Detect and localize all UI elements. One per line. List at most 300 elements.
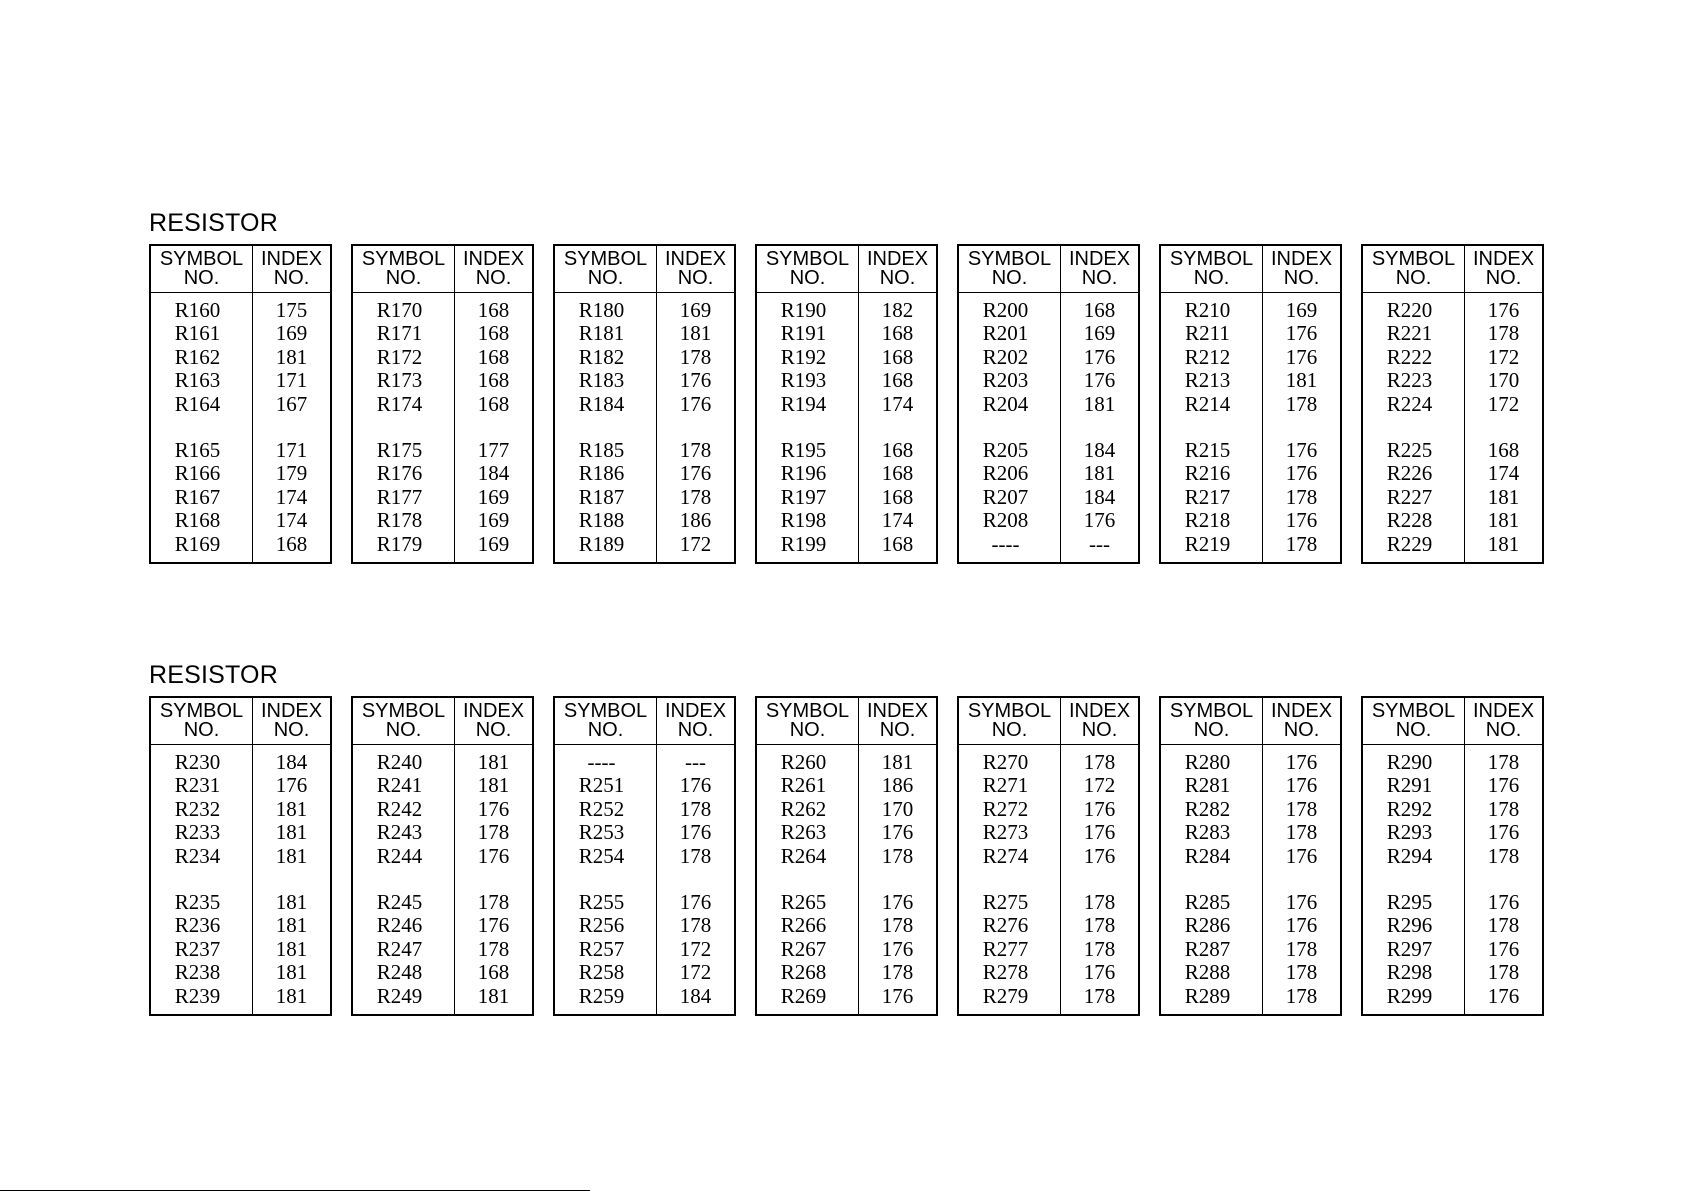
header-symbol-no-line: SYMBOL xyxy=(361,248,446,270)
header-index-no xyxy=(455,246,532,292)
symbol-cell: R174 xyxy=(376,391,423,416)
symbol-cell: R252 xyxy=(578,796,625,821)
index-cell: 178 xyxy=(477,820,510,845)
header-symbol-no xyxy=(1161,246,1263,292)
header-index-no-line: INDEX xyxy=(1270,248,1333,270)
symbol-cell: R229 xyxy=(1386,531,1433,556)
symbol-cell: ---- xyxy=(587,750,616,774)
header-index-no-line: NO. xyxy=(677,267,714,289)
index-cell: 176 xyxy=(1083,368,1116,393)
index-cell: 184 xyxy=(477,461,510,486)
symbol-cell: R237 xyxy=(174,936,221,961)
index-cell: 176 xyxy=(1285,461,1318,486)
index-cell: 168 xyxy=(477,298,510,322)
index-cell: 181 xyxy=(1285,368,1318,393)
index-cell: 184 xyxy=(1083,437,1116,462)
symbol-cell: R232 xyxy=(174,796,221,821)
parts-table xyxy=(1159,244,1342,564)
header-index-no xyxy=(253,698,330,744)
header-symbol-no-line: NO. xyxy=(183,719,220,741)
header-symbol-no-line: NO. xyxy=(789,267,826,289)
header-symbol-no-line: SYMBOL xyxy=(361,700,446,722)
index-cell: 178 xyxy=(1285,936,1318,961)
index-cell: 176 xyxy=(1487,889,1520,914)
symbol-cell: R196 xyxy=(780,461,827,486)
symbol-cell: R261 xyxy=(780,773,827,798)
index-cell: 176 xyxy=(1487,983,1520,1008)
symbol-column xyxy=(959,293,1061,562)
parts-table xyxy=(351,696,534,1016)
index-cell: 178 xyxy=(1285,983,1318,1008)
symbol-cell: R222 xyxy=(1386,344,1433,369)
symbol-cell: R287 xyxy=(1184,936,1231,961)
symbol-cell: R181 xyxy=(578,321,625,346)
index-cell: 178 xyxy=(1285,960,1318,985)
index-cell: 171 xyxy=(275,437,308,462)
symbol-cell: R189 xyxy=(578,531,625,556)
index-cell: 178 xyxy=(679,484,712,509)
symbol-cell: R268 xyxy=(780,960,827,985)
index-cell: 178 xyxy=(477,936,510,961)
symbol-cell: R291 xyxy=(1386,773,1433,798)
table-body xyxy=(353,745,532,1014)
index-column xyxy=(657,745,734,1014)
index-cell: 181 xyxy=(275,983,308,1008)
index-cell: 178 xyxy=(1083,983,1116,1008)
header-symbol-no-line: SYMBOL xyxy=(765,700,850,722)
index-cell: 181 xyxy=(275,889,308,914)
symbol-cell: R226 xyxy=(1386,461,1433,486)
index-column xyxy=(1061,745,1138,1014)
symbol-cell: R244 xyxy=(376,843,423,868)
header-index-no-line: NO. xyxy=(1283,267,1320,289)
table-header xyxy=(959,246,1138,293)
header-index-no xyxy=(657,246,734,292)
symbol-cell: R171 xyxy=(376,321,423,346)
index-cell: 178 xyxy=(1487,913,1520,938)
table-body xyxy=(757,745,936,1014)
index-cell: 178 xyxy=(881,913,914,938)
symbol-cell: R180 xyxy=(578,298,625,322)
symbol-cell: R299 xyxy=(1386,983,1433,1008)
index-cell: 178 xyxy=(1487,960,1520,985)
symbol-cell: R167 xyxy=(174,484,221,509)
parts-table xyxy=(1361,696,1544,1016)
symbol-cell: R204 xyxy=(982,391,1029,416)
symbol-cell: R281 xyxy=(1184,773,1231,798)
header-index-no-line: INDEX xyxy=(462,700,525,722)
parts-table xyxy=(755,696,938,1016)
index-cell: 178 xyxy=(1083,913,1116,938)
index-cell: 181 xyxy=(477,750,510,774)
index-cell: 178 xyxy=(679,843,712,868)
header-index-no-line: INDEX xyxy=(1270,700,1333,722)
header-symbol-no-line: SYMBOL xyxy=(563,248,648,270)
symbol-cell: R166 xyxy=(174,461,221,486)
index-cell: 178 xyxy=(881,843,914,868)
parts-table xyxy=(1159,696,1342,1016)
symbol-cell: R293 xyxy=(1386,820,1433,845)
table-body xyxy=(959,745,1138,1014)
symbol-cell: R241 xyxy=(376,773,423,798)
index-cell: 182 xyxy=(881,298,914,322)
table-body xyxy=(959,293,1138,562)
section-title: RESISTOR xyxy=(149,661,278,689)
symbol-cell: R198 xyxy=(780,508,827,533)
header-symbol-no-line: SYMBOL xyxy=(1371,700,1456,722)
symbol-cell: R193 xyxy=(780,368,827,393)
index-cell: 181 xyxy=(1083,461,1116,486)
index-column xyxy=(1465,745,1542,1014)
symbol-cell: R225 xyxy=(1386,437,1433,462)
index-cell: 174 xyxy=(275,484,308,509)
symbol-cell: R199 xyxy=(780,531,827,556)
symbol-cell: R183 xyxy=(578,368,625,393)
symbol-cell: R276 xyxy=(982,913,1029,938)
header-symbol-no-line: NO. xyxy=(183,267,220,289)
symbol-cell: R289 xyxy=(1184,983,1231,1008)
index-cell: 178 xyxy=(881,960,914,985)
index-cell: 184 xyxy=(1083,484,1116,509)
symbol-cell: R200 xyxy=(982,298,1029,322)
symbol-cell: R277 xyxy=(982,936,1029,961)
header-index-no-line: INDEX xyxy=(866,700,929,722)
symbol-cell: R265 xyxy=(780,889,827,914)
symbol-cell: R215 xyxy=(1184,437,1231,462)
index-cell: 172 xyxy=(1487,391,1520,416)
symbol-cell: R176 xyxy=(376,461,423,486)
symbol-column xyxy=(555,293,657,562)
index-cell: 184 xyxy=(679,983,712,1008)
table-header xyxy=(353,698,532,745)
table-header xyxy=(353,246,532,293)
header-index-no xyxy=(1263,246,1340,292)
table-body xyxy=(1161,293,1340,562)
table-body xyxy=(1363,745,1542,1014)
parts-table xyxy=(149,696,332,1016)
symbol-cell: ---- xyxy=(991,531,1020,556)
header-index-no-line: NO. xyxy=(273,267,310,289)
symbol-cell: R221 xyxy=(1386,321,1433,346)
index-cell: 176 xyxy=(679,461,712,486)
header-index-no-line: NO. xyxy=(879,719,916,741)
table-header xyxy=(1161,698,1340,745)
index-cell: 178 xyxy=(1285,820,1318,845)
symbol-cell: R234 xyxy=(174,843,221,868)
symbol-cell: R259 xyxy=(578,983,625,1008)
symbol-cell: R192 xyxy=(780,344,827,369)
symbol-cell: R233 xyxy=(174,820,221,845)
symbol-cell: R258 xyxy=(578,960,625,985)
index-cell: 181 xyxy=(275,960,308,985)
header-symbol-no xyxy=(959,698,1061,744)
index-cell: 176 xyxy=(881,936,914,961)
index-cell: 178 xyxy=(1285,531,1318,556)
index-cell: 176 xyxy=(1285,508,1318,533)
index-cell: 178 xyxy=(1487,321,1520,346)
symbol-cell: R165 xyxy=(174,437,221,462)
symbol-cell: R163 xyxy=(174,368,221,393)
index-column xyxy=(859,745,936,1014)
index-cell: 176 xyxy=(1083,796,1116,821)
index-cell: 176 xyxy=(679,889,712,914)
index-cell: 174 xyxy=(1487,461,1520,486)
symbol-cell: R273 xyxy=(982,820,1029,845)
index-cell: 176 xyxy=(1285,913,1318,938)
header-index-no xyxy=(859,246,936,292)
header-index-no-line: INDEX xyxy=(1068,700,1131,722)
index-cell: 176 xyxy=(1083,960,1116,985)
header-index-no xyxy=(1465,698,1542,744)
symbol-column xyxy=(757,293,859,562)
symbol-cell: R212 xyxy=(1184,344,1231,369)
header-index-no-line: NO. xyxy=(879,267,916,289)
symbol-cell: R263 xyxy=(780,820,827,845)
symbol-cell: R188 xyxy=(578,508,625,533)
index-cell: 176 xyxy=(1285,750,1318,774)
symbol-cell: R279 xyxy=(982,983,1029,1008)
table-body xyxy=(151,293,330,562)
header-index-no-line: INDEX xyxy=(866,248,929,270)
index-cell: 176 xyxy=(1285,344,1318,369)
symbol-cell: R219 xyxy=(1184,531,1231,556)
section-title: RESISTOR xyxy=(149,209,278,237)
table-header xyxy=(757,698,936,745)
index-cell: 176 xyxy=(679,368,712,393)
index-cell: 169 xyxy=(477,531,510,556)
index-cell: 178 xyxy=(679,437,712,462)
symbol-cell: R195 xyxy=(780,437,827,462)
symbol-cell: R220 xyxy=(1386,298,1433,322)
symbol-cell: R272 xyxy=(982,796,1029,821)
symbol-cell: R191 xyxy=(780,321,827,346)
index-cell: 176 xyxy=(1285,889,1318,914)
index-cell: 168 xyxy=(275,531,308,556)
symbol-cell: R160 xyxy=(174,298,221,322)
header-symbol-no-line: SYMBOL xyxy=(159,248,244,270)
header-index-no-line: NO. xyxy=(1485,719,1522,741)
symbol-cell: R224 xyxy=(1386,391,1433,416)
symbol-cell: R283 xyxy=(1184,820,1231,845)
symbol-cell: R179 xyxy=(376,531,423,556)
header-symbol-no-line: SYMBOL xyxy=(1169,700,1254,722)
header-symbol-no-line: NO. xyxy=(789,719,826,741)
symbol-cell: R228 xyxy=(1386,508,1433,533)
index-cell: 169 xyxy=(1083,321,1116,346)
index-cell: 176 xyxy=(881,889,914,914)
index-cell: 176 xyxy=(1285,321,1318,346)
index-column xyxy=(253,745,330,1014)
index-cell: 176 xyxy=(1487,773,1520,798)
symbol-cell: R270 xyxy=(982,750,1029,774)
symbol-cell: R235 xyxy=(174,889,221,914)
table-body xyxy=(151,745,330,1014)
table-body xyxy=(1161,745,1340,1014)
symbol-column xyxy=(1161,745,1263,1014)
symbol-cell: R206 xyxy=(982,461,1029,486)
index-column xyxy=(657,293,734,562)
header-symbol-no-line: NO. xyxy=(587,719,624,741)
index-cell: 178 xyxy=(1285,796,1318,821)
header-symbol-no-line: NO. xyxy=(1193,267,1230,289)
symbol-cell: R186 xyxy=(578,461,625,486)
index-cell: 176 xyxy=(477,796,510,821)
index-cell: 176 xyxy=(1083,820,1116,845)
header-symbol-no-line: SYMBOL xyxy=(159,700,244,722)
header-index-no-line: NO. xyxy=(1485,267,1522,289)
index-cell: --- xyxy=(1089,531,1110,556)
index-cell: 176 xyxy=(1487,820,1520,845)
symbol-cell: R236 xyxy=(174,913,221,938)
index-cell: 186 xyxy=(881,773,914,798)
header-symbol-no xyxy=(353,698,455,744)
header-symbol-no-line: NO. xyxy=(991,267,1028,289)
index-cell: 178 xyxy=(1487,843,1520,868)
index-cell: 181 xyxy=(477,983,510,1008)
symbol-cell: R187 xyxy=(578,484,625,509)
index-cell: 181 xyxy=(1083,391,1116,416)
symbol-cell: R211 xyxy=(1185,321,1230,346)
header-index-no-line: NO. xyxy=(273,719,310,741)
header-symbol-no xyxy=(353,246,455,292)
index-cell: 172 xyxy=(679,936,712,961)
index-column xyxy=(455,745,532,1014)
symbol-cell: R177 xyxy=(376,484,423,509)
header-index-no-line: INDEX xyxy=(1472,248,1535,270)
header-symbol-no-line: NO. xyxy=(991,719,1028,741)
index-cell: 178 xyxy=(679,796,712,821)
header-index-no xyxy=(1263,698,1340,744)
symbol-cell: R227 xyxy=(1386,484,1433,509)
index-cell: 171 xyxy=(275,368,308,393)
symbol-cell: R208 xyxy=(982,508,1029,533)
table-body xyxy=(757,293,936,562)
table-header xyxy=(1363,698,1542,745)
index-cell: 178 xyxy=(1083,889,1116,914)
tables-row xyxy=(149,244,1544,564)
parts-table xyxy=(1361,244,1544,564)
symbol-cell: R269 xyxy=(780,983,827,1008)
table-header xyxy=(959,698,1138,745)
index-cell: 178 xyxy=(1285,391,1318,416)
symbol-cell: R185 xyxy=(578,437,625,462)
header-symbol-no-line: SYMBOL xyxy=(967,248,1052,270)
header-symbol-no-line: SYMBOL xyxy=(765,248,850,270)
header-index-no-line: NO. xyxy=(1081,719,1118,741)
symbol-cell: R223 xyxy=(1386,368,1433,393)
index-cell: 181 xyxy=(477,773,510,798)
symbol-cell: R238 xyxy=(174,960,221,985)
header-symbol-no-line: NO. xyxy=(1193,719,1230,741)
index-cell: 174 xyxy=(275,508,308,533)
symbol-cell: R247 xyxy=(376,936,423,961)
symbol-cell: R260 xyxy=(780,750,827,774)
index-cell: 168 xyxy=(881,344,914,369)
index-cell: 186 xyxy=(679,508,712,533)
index-cell: 172 xyxy=(1083,773,1116,798)
symbol-column xyxy=(151,745,253,1014)
header-index-no-line: INDEX xyxy=(260,248,323,270)
symbol-column xyxy=(353,745,455,1014)
symbol-cell: R297 xyxy=(1386,936,1433,961)
index-cell: 178 xyxy=(1083,750,1116,774)
index-cell: 176 xyxy=(881,983,914,1008)
symbol-cell: R202 xyxy=(982,344,1029,369)
symbol-cell: R239 xyxy=(174,983,221,1008)
index-cell: 176 xyxy=(679,391,712,416)
symbol-cell: R257 xyxy=(578,936,625,961)
symbol-cell: R274 xyxy=(982,843,1029,868)
index-cell: 174 xyxy=(881,391,914,416)
header-symbol-no xyxy=(555,246,657,292)
symbol-cell: R255 xyxy=(578,889,625,914)
index-cell: 169 xyxy=(1285,298,1318,322)
index-cell: 169 xyxy=(477,484,510,509)
index-cell: 168 xyxy=(881,531,914,556)
symbol-cell: R254 xyxy=(578,843,625,868)
symbol-cell: R275 xyxy=(982,889,1029,914)
symbol-cell: R175 xyxy=(376,437,423,462)
symbol-cell: R245 xyxy=(376,889,423,914)
header-index-no-line: NO. xyxy=(1081,267,1118,289)
index-cell: 176 xyxy=(1487,298,1520,322)
symbol-cell: R280 xyxy=(1184,750,1231,774)
index-cell: 170 xyxy=(881,796,914,821)
symbol-cell: R246 xyxy=(376,913,423,938)
symbol-cell: R256 xyxy=(578,913,625,938)
symbol-cell: R271 xyxy=(982,773,1029,798)
index-cell: 169 xyxy=(679,298,712,322)
index-cell: 178 xyxy=(679,344,712,369)
index-cell: 184 xyxy=(275,750,308,774)
symbol-cell: R178 xyxy=(376,508,423,533)
symbol-cell: R201 xyxy=(982,321,1029,346)
index-cell: 181 xyxy=(1487,508,1520,533)
header-index-no-line: NO. xyxy=(475,719,512,741)
index-cell: 181 xyxy=(881,750,914,774)
parts-table xyxy=(149,244,332,564)
table-header xyxy=(1161,246,1340,293)
index-cell: 181 xyxy=(275,913,308,938)
index-cell: 168 xyxy=(881,368,914,393)
symbol-cell: R182 xyxy=(578,344,625,369)
symbol-cell: R278 xyxy=(982,960,1029,985)
symbol-cell: R173 xyxy=(376,368,423,393)
symbol-cell: R184 xyxy=(578,391,625,416)
index-cell: 176 xyxy=(1083,344,1116,369)
index-cell: 181 xyxy=(275,820,308,845)
symbol-cell: R288 xyxy=(1184,960,1231,985)
index-cell: 178 xyxy=(679,913,712,938)
index-cell: 176 xyxy=(275,773,308,798)
symbol-cell: R294 xyxy=(1386,843,1433,868)
symbol-column xyxy=(1161,293,1263,562)
index-cell: 168 xyxy=(477,368,510,393)
index-cell: 176 xyxy=(1285,437,1318,462)
header-symbol-no-line: SYMBOL xyxy=(563,700,648,722)
symbol-cell: R197 xyxy=(780,484,827,509)
symbol-cell: R170 xyxy=(376,298,423,322)
index-column xyxy=(455,293,532,562)
symbol-cell: R253 xyxy=(578,820,625,845)
symbol-cell: R214 xyxy=(1184,391,1231,416)
index-cell: 176 xyxy=(1285,773,1318,798)
symbol-column xyxy=(959,745,1061,1014)
index-column xyxy=(1465,293,1542,562)
header-symbol-no xyxy=(151,246,253,292)
parts-table xyxy=(351,244,534,564)
index-cell: 172 xyxy=(679,960,712,985)
